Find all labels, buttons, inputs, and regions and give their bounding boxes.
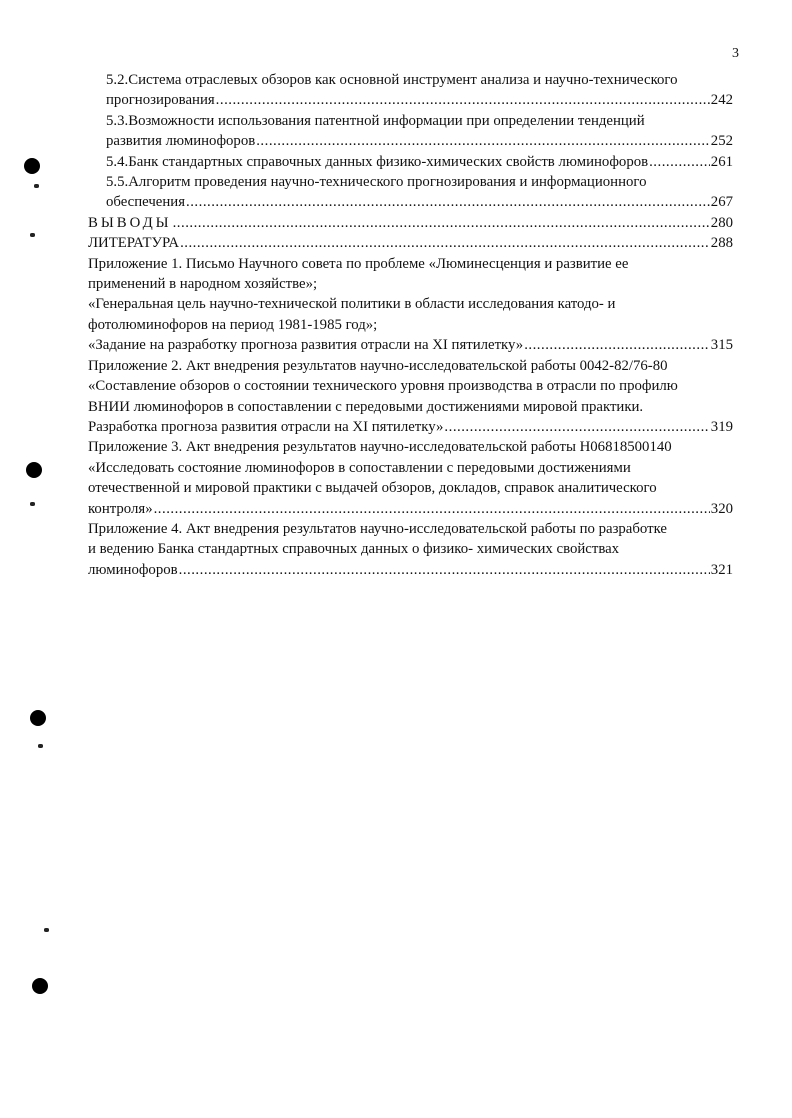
toc-entry-text: обеспечения	[106, 194, 186, 211]
binder-hole	[30, 710, 46, 726]
toc-entry-text: 5.5.Алгоритм проведения научно-технического прогнозирования и информационного	[106, 174, 647, 191]
dot-leader	[524, 335, 710, 355]
dot-leader	[256, 131, 710, 151]
toc-entry-literature	[88, 233, 733, 253]
toc-entry-text: Приложение 2. Акт внедрения результатов научно-исследовательской работы 0042-82/76-80	[88, 357, 668, 374]
page-number: 3	[732, 46, 739, 61]
dot-leader	[154, 499, 710, 519]
toc-entry-appendix-4	[88, 519, 733, 580]
toc-entry-conclusions	[88, 213, 733, 233]
toc-entry-text: ВЫВОДЫ	[88, 214, 172, 231]
toc-page-number: 288	[710, 235, 733, 252]
toc-page-number: 280	[710, 214, 733, 231]
toc-page-number: 261	[710, 153, 733, 170]
toc-entry-text: «Задание на разработку прогноза развития отрасли на XI пятилетку»	[88, 337, 524, 354]
dot-leader	[173, 213, 710, 233]
toc-entry-text: ВНИИ люминофоров в сопоставлении с передовыми достижениями мировой практики.	[88, 398, 644, 415]
toc-entry-text: Приложение 4. Акт внедрения результатов научно-исследовательской работы по разработке	[88, 520, 667, 537]
scan-speck	[30, 502, 35, 506]
toc-entry-text: «Составление обзоров о состоянии технического уровня производства в отрасли по профилю	[88, 378, 678, 395]
dot-leader	[180, 233, 710, 253]
dot-leader	[216, 90, 710, 110]
toc-entry-text: применений в народном хозяйстве»;	[88, 276, 318, 293]
toc-page-number: 315	[710, 337, 733, 354]
dot-leader	[179, 560, 710, 580]
toc-entry-text: Приложение 3. Акт внедрения результатов научно-исследовательской работы Н06818500140	[88, 439, 672, 456]
scan-speck	[34, 184, 39, 188]
toc-entry-text: 5.2.Система отраслевых обзоров как основной инструмент анализа и научно-технического	[106, 72, 678, 88]
toc-entry-text: контроля»	[88, 500, 153, 517]
dot-leader	[186, 192, 710, 212]
toc-page-number: 320	[710, 500, 733, 517]
toc-page-number: 267	[710, 194, 733, 211]
toc-entry-text: «Генеральная цель научно-технической политики в области исследования катодо- и	[88, 296, 616, 313]
toc-page-number: 242	[710, 92, 733, 109]
dot-leader	[444, 417, 709, 437]
toc-entry-text: отечественной и мировой практики с выдачей обзоров, докладов, справок аналитического	[88, 480, 657, 497]
toc-entry-5-4	[88, 152, 733, 172]
toc-entry-text: 5.4.Банк стандартных справочных данных физико-химических свойств люминофоров	[106, 153, 649, 170]
toc-entry-5-2	[88, 70, 733, 111]
toc-entry-text: прогнозирования	[106, 92, 215, 109]
toc-entry-5-3	[88, 111, 733, 152]
toc-entry-text: развития люминофоров	[106, 133, 256, 150]
scan-speck	[38, 744, 43, 748]
toc-page-number: 252	[710, 133, 733, 150]
scan-speck	[44, 928, 49, 932]
toc-entry-text: фотолюминофоров на период 1981-1985 год»;	[88, 316, 378, 333]
scan-speck	[30, 233, 35, 237]
toc-entry-text: ЛИТЕРАТУРА	[88, 235, 180, 252]
toc-entry-5-5	[88, 172, 733, 213]
toc-page-number: 321	[710, 561, 733, 578]
toc-entry-text: «Исследовать состояние люминофоров в сопоставлении с передовыми достижениями	[88, 459, 631, 476]
toc-entry-appendix-3	[88, 437, 733, 519]
toc-entry-text: Разработка прогноза развития отрасли на XI пятилетку»	[88, 418, 444, 435]
toc-entry-text: Приложение 1. Письмо Научного совета по проблеме «Люминесценция и развитие ее	[88, 255, 629, 272]
toc-entry-text: и ведению Банка стандартных справочных данных о физико- химических свойствах	[88, 541, 620, 558]
binder-hole	[26, 462, 42, 478]
toc-entry-appendix-2	[88, 356, 733, 438]
toc-page-number: 319	[710, 418, 733, 435]
toc-entry-text: 5.3.Возможности использования патентной информации при определении тенденций	[106, 112, 645, 129]
binder-hole	[24, 158, 40, 174]
toc-entry-text: люминофоров	[88, 561, 178, 578]
dot-leader	[649, 152, 710, 172]
table-of-contents	[88, 70, 733, 580]
toc-entry-appendix-1	[88, 254, 733, 356]
binder-hole	[32, 978, 48, 994]
